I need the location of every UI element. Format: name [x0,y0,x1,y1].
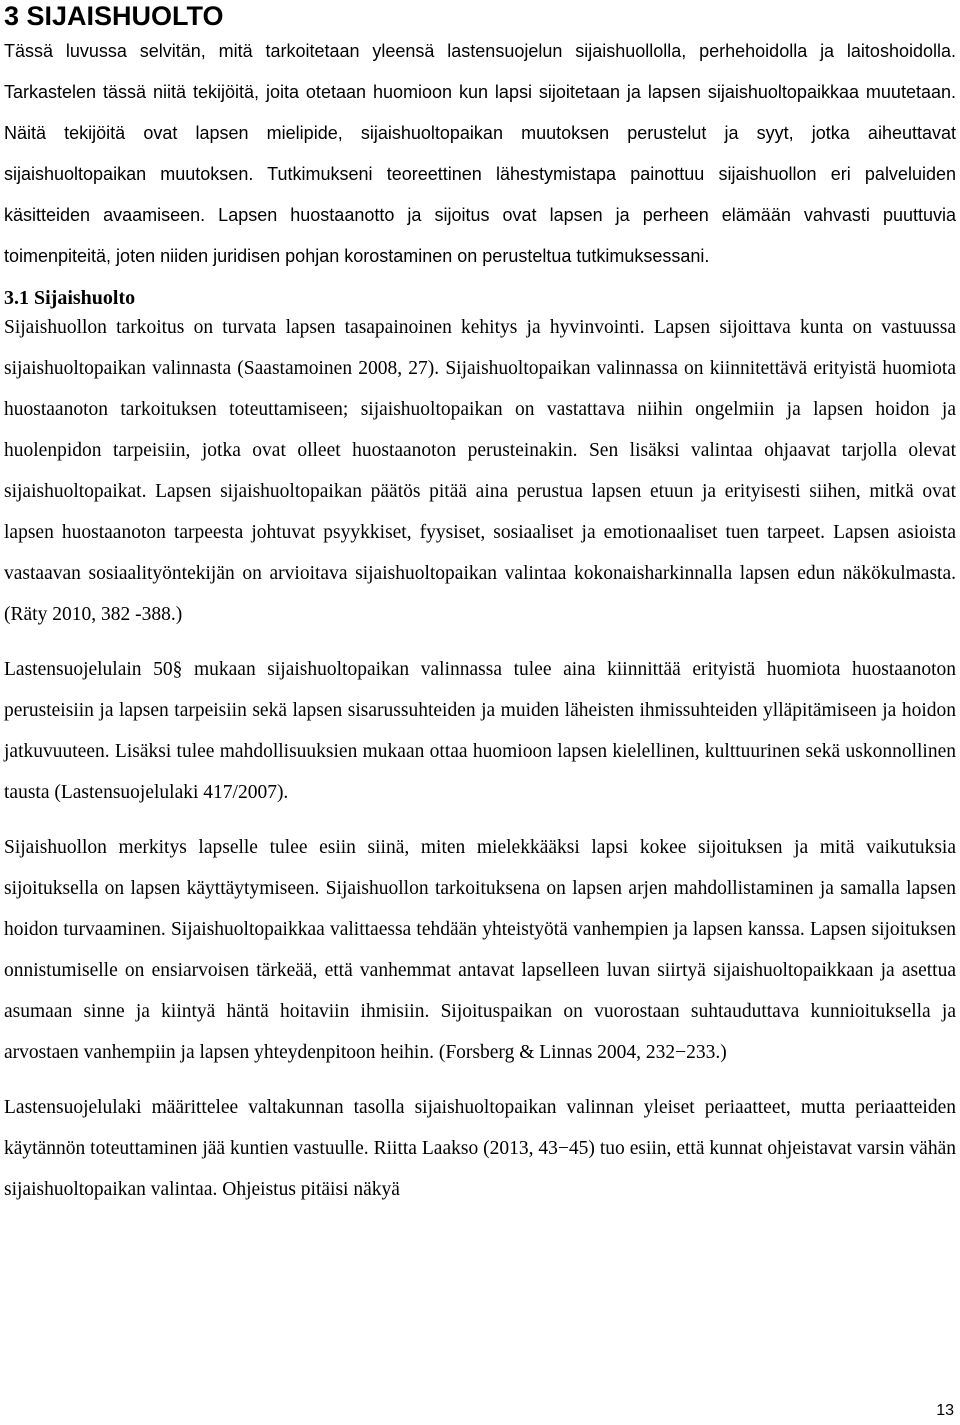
chapter-intro-paragraph: Tässä luvussa selvitän, mitä tarkoitetaan yleensä lastensuojelun sijaishuollolla, perhehoidolla ja laitoshoidolla. Tarkastelen tässä niitä tekijöitä, joita otetaan huomioon kun lapsi sijoitetaan ja lapsen sijaishuoltopaikkaa muutetaan. Näitä tekijöitä ovat lapsen mielipide, sijaishuoltopaikan muutoksen perustelut ja syyt, jotka aiheuttavat sijaishuoltopaikan muutoksen. Tutkimukseni teoreettinen lähestymistapa painottuu sijaishuollon eri palveluiden käsitteiden avaamiseen. Lapsen huostaanotto ja sijoitus ovat lapsen ja perheen elämään vahvasti puuttuvia toimenpiteitä, joten niiden juridisen pohjan korostaminen on perusteltua tutkimuksessani. [4,41,956,266]
section-paragraph-4: Lastensuojelulaki määrittelee valtakunnan tasolla sijaishuoltopaikan valinnan yleiset periaatteet, mutta periaatteiden käytännön toteuttaminen jää kuntien vastuulle. Riitta Laakso (2013, 43−45) tuo esiin, että kunnat ohjeistavat varsin vähän sijaishuoltopaikan valintaa. Ohjeistus pitäisi näkyä [4,1097,956,1200]
page-number: 13 [936,1402,954,1419]
section-paragraph-3: Sijaishuollon merkitys lapselle tulee esiin siinä, miten mielekkääksi lapsi kokee sijoituksen ja mitä vaikutuksia sijoituksella on lapsen käyttäytymiseen. Sijaishuollon tarkoituksena on lapsen arjen mahdollistaminen ja samalla lapsen hoidon turvaaminen. Sijaishuoltopaikkaa valittaessa tehdään yhteistyötä vanhempien ja lapsen kanssa. Lapsen sijoituksen onnistumiselle on ensiarvoisen tärkeää, että vanhemmat antavat lapselleen luvan siirtyä sijaishuoltopaikkaan ja asettua asumaan sinne ja kiintyä häntä hoitaviin ihmisiin. Sijoituspaikan on vuorostaan suhtauduttava kunnioituksella ja arvostaen vanhempiin ja lapsen yhteydenpitoon heihin. (Forsberg & Linnas 2004, 232−233.) [4,837,956,1063]
section-paragraph-2: Lastensuojelulain 50§ mukaan sijaishuoltopaikan valinnassa tulee aina kiinnittää erityistä huomiota huostaanoton perusteisiin ja lapsen tarpeisiin sekä lapsen sisarussuhteiden ja muiden läheisten ihmissuhteiden ylläpitämiseen ja hoidon jatkuvuuteen. Lisäksi tulee mahdollisuuksien mukaan ottaa huomioon lapsen kielellinen, kulttuurinen sekä uskonnollinen tausta (Lastensuojelulaki 417/2007). [4,659,956,803]
chapter-heading: 3 SIJAISHUOLTO [4,1,224,31]
section-paragraph-1: Sijaishuollon tarkoitus on turvata lapsen tasapainoinen kehitys ja hyvinvointi. Lapsen sijoittava kunta on vastuussa sijaishuoltopaikan valinnasta (Saastamoinen 2008, 27). Sijaishuoltopaikan valinnassa on kiinnitettävä erityistä huomiota huostaanoton tarkoituksen toteuttamiseen; sijaishuoltopaikan on vastattava niihin ongelmiin ja lapsen hoidon ja huolenpidon tarpeisiin, jotka ovat olleet huostaanoton perusteinakin. Sen lisäksi valintaa ohjaavat tarjolla olevat sijaishuoltopaikat. Lapsen sijaishuoltopaikan päätös pitää aina perustua lapsen etuun ja erityisesti siihen, mitkä ovat lapsen huostaanoton tarpeesta johtuvat psyykkiset, fyysiset, sosiaaliset ja emotionaaliset tuen tarpeet. Lapsen asioista vastaavan sosiaalityöntekijän on arvioitava sijaishuoltopaikan valintaa kokonaisharkinnalla lapsen edun näkökulmasta. (Räty 2010, 382 -388.) [4,317,956,625]
document-page [4,0,956,1210]
section-heading: 3.1 Sijaishuolto [4,287,136,309]
